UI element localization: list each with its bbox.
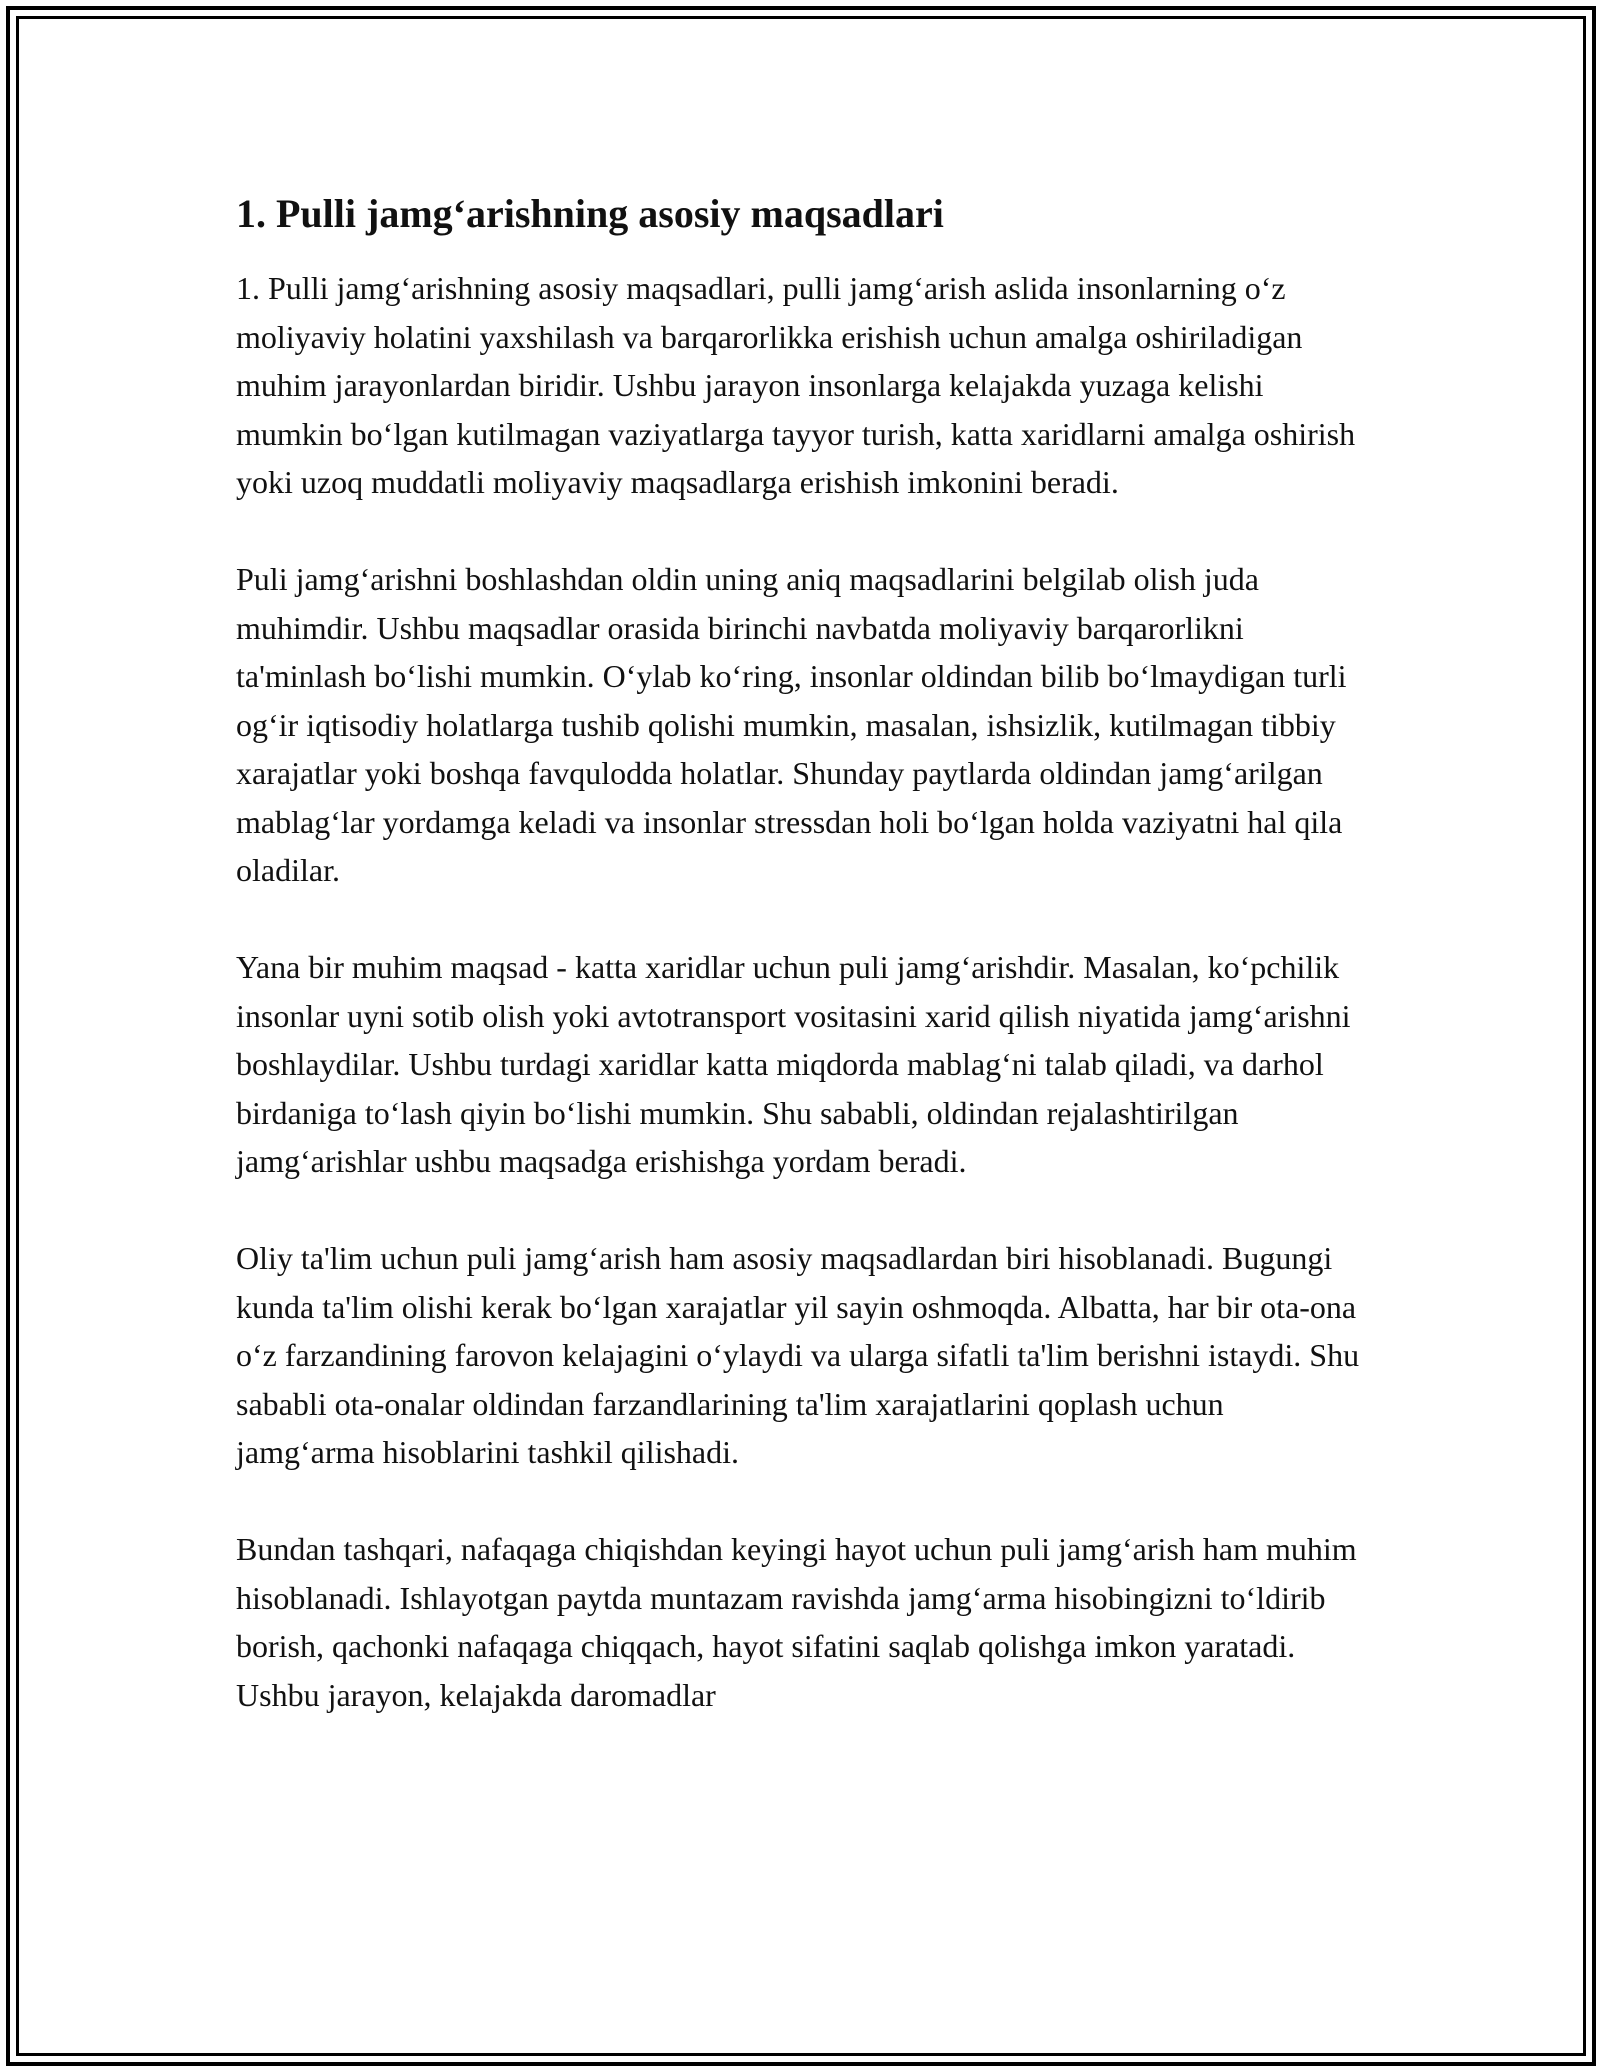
paragraph-2: Puli jamg‘arishni boshlashdan oldin uning aniq maqsadlarini belgilab olish juda muhimdir. Ushbu maqsadlar orasida birinchi navbatda moliyaviy barqarorlikni ta'minlash bo‘lishi mumkin. O‘ylab ko‘ring, insonlar oldindan bilib bo‘lmaydigan turli og‘ir iqtisodiy holatlarga tushib qolishi mumkin, masalan, ishsizlik, kutilmagan tibbiy xarajatlar yoki boshqa favqulodda holatlar. Shunday paytlarda oldindan jamg‘arilgan mablag‘lar yordamga keladi va insonlar stressdan holi bo‘lgan holda vaziyatni hal qila oladilar.: [236, 561, 1347, 888]
document-body: [236, 190, 1366, 1768]
section-heading: 1. Pulli jamg‘arishning asosiy maqsadlari: [236, 191, 944, 236]
paragraph-4: Oliy ta'lim uchun puli jamg‘arish ham asosiy maqsadlardan biri hisoblanadi. Bugungi kunda ta'lim olishi kerak bo‘lgan xarajatlar yil sayin oshmoqda. Albatta, har bir ota-ona o‘z farzandining farovon kelajagini o‘ylaydi va ularga sifatli ta'lim berishni istaydi. Shu sababli ota-onalar oldindan farzandlarining ta'lim xarajatlarini qoplash uchun jamg‘arma hisoblarini tashkil qilishadi.: [236, 1240, 1360, 1470]
paragraph-1: 1. Pulli jamg‘arishning asosiy maqsadlari, pulli jamg‘arish aslida insonlarning o‘z moliyaviy holatini yaxshilash va barqarorlikka erishish uchun amalga oshiriladigan muhim jarayonlardan biridir. Ushbu jarayon insonlarga kelajakda yuzaga kelishi mumkin bo‘lgan kutilmagan vaziyatlarga tayyor turish, katta xaridlarni amalga oshirish yoki uzoq muddatli moliyaviy maqsadlarga erishish imkonini beradi.: [236, 270, 1356, 500]
paragraph-3: Yana bir muhim maqsad - katta xaridlar uchun puli jamg‘arishdir. Masalan, ko‘pchilik insonlar uyni sotib olish yoki avtotransport vositasini xarid qilish niyatida jamg‘arishni boshlaydilar. Ushbu turdagi xaridlar katta miqdorda mablag‘ni talab qiladi, va darhol birdaniga to‘lash qiyin bo‘lishi mumkin. Shu sababli, oldindan rejalashtirilgan jamg‘arishlar ushbu maqsadga erishishga yordam beradi.: [236, 949, 1351, 1179]
paragraph-5: Bundan tashqari, nafaqaga chiqishdan keyingi hayot uchun puli jamg‘arish ham muhim hisoblanadi. Ishlayotgan paytda muntazam ravishda jamg‘arma hisobingizni to‘ldirib borish, qachonki nafaqaga chiqqach, hayot sifatini saqlab qolishga imkon yaratadi. Ushbu jarayon, kelajakda daromadlar: [236, 1531, 1357, 1713]
